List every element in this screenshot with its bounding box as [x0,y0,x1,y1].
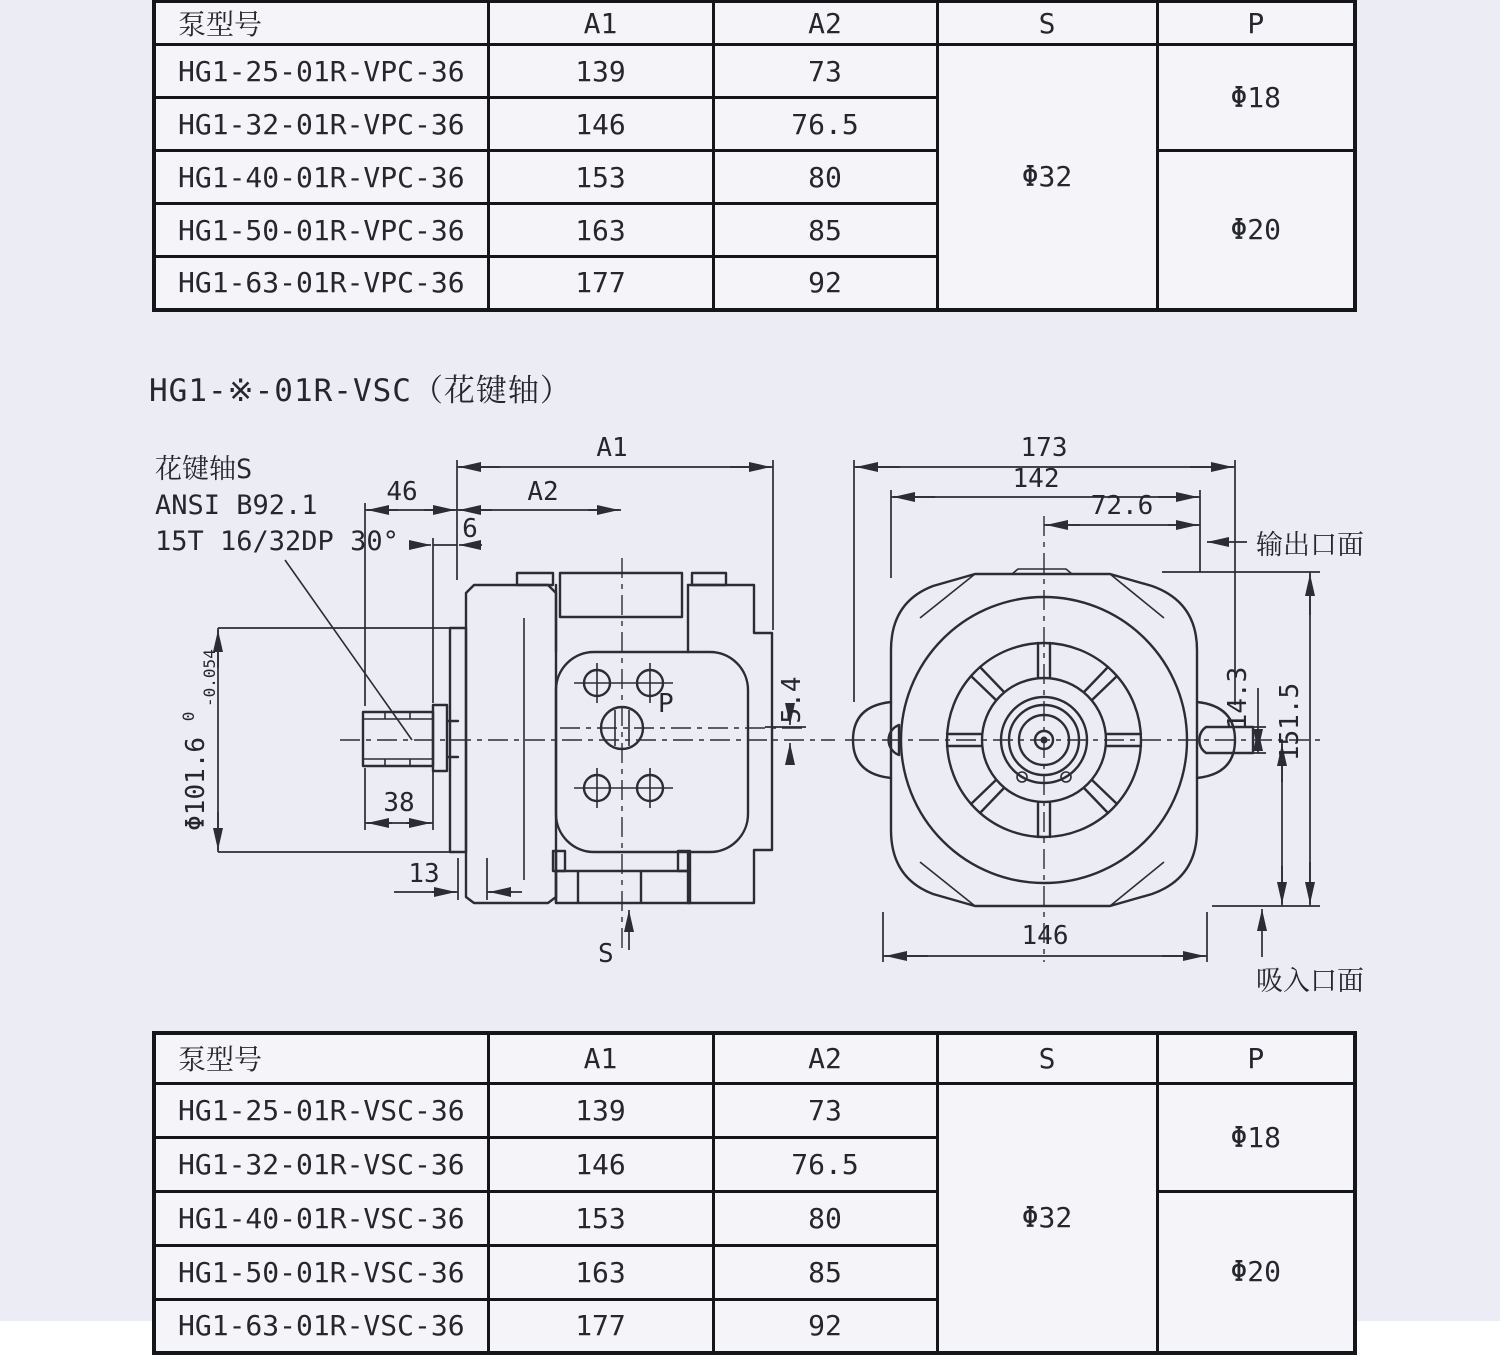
cell-a1: 163 [488,1245,713,1299]
cell-model: HG1-63-01R-VSC-36 [154,1299,488,1353]
dim-5-4-label: 5.4 [777,676,807,724]
port-s-label: S [598,939,614,969]
dim-6-label: 6 [462,514,478,544]
dim-14-3-label: 14.3 [1223,666,1253,730]
cell-p-merged-top: Φ18 [1157,45,1355,151]
cell-a1: 163 [488,204,713,257]
dim-phi101-tol-lower: -0.054 [200,649,219,707]
dim-phi101-tol-upper: 0 [179,711,198,722]
spline-note-line3: 15T 16/32DP 30° [155,526,399,557]
dim-142-label: 142 [1012,464,1060,494]
side-view-labels [155,433,807,969]
cell-a1: 177 [488,257,713,310]
cell-p-merged-bottom: Φ20 [1157,151,1355,310]
col-header-p: P [1157,1,1355,45]
table-header-row [154,1,1355,45]
cell-a2: 80 [713,1191,937,1245]
cell-a2: 92 [713,257,937,310]
dim-phi101-value: Φ101.6 [181,736,211,831]
cell-model: HG1-25-01R-VPC-36 [154,45,488,98]
dim-phi101-label [171,649,219,831]
cell-a1: 177 [488,1299,713,1353]
cell-a1: 146 [488,98,713,151]
cell-a2: 76.5 [713,98,937,151]
cell-a2: 85 [713,204,937,257]
spline-note-line1: 花键轴S [155,454,253,485]
section-title: HG1-※-01R-VSC（花键轴） [149,373,572,409]
col-header-s: S [937,1033,1157,1083]
table-row [154,45,1355,98]
table-row [154,1083,1355,1137]
front-view-body [853,569,1253,906]
dim-151-5-label: 151.5 [1275,682,1305,762]
cell-p-merged-bottom: Φ20 [1157,1191,1355,1353]
vpc-spec-table [152,0,1357,312]
cell-model: HG1-40-01R-VPC-36 [154,151,488,204]
vsc-spec-table [152,1031,1357,1355]
col-header-a1: A1 [488,1,713,45]
cell-model: HG1-50-01R-VSC-36 [154,1245,488,1299]
cell-model: HG1-50-01R-VPC-36 [154,204,488,257]
cell-model: HG1-40-01R-VSC-36 [154,1191,488,1245]
cell-a2: 85 [713,1245,937,1299]
front-view-labels [1013,433,1364,997]
inlet-face-label: 吸入口面 [1256,966,1364,997]
cell-a2: 80 [713,151,937,204]
cell-a1: 139 [488,1083,713,1137]
outlet-face-label: 输出口面 [1256,530,1364,561]
cell-s-merged: Φ32 [937,45,1157,310]
cell-a1: 146 [488,1137,713,1191]
cell-a2: 92 [713,1299,937,1353]
cell-a1: 153 [488,1191,713,1245]
col-header-a1: A1 [488,1033,713,1083]
col-header-a2: A2 [713,1,937,45]
table-row [154,151,1355,204]
col-header-a2: A2 [713,1033,937,1083]
col-header-model: 泵型号 [154,1033,488,1083]
cell-model: HG1-25-01R-VSC-36 [154,1083,488,1137]
side-view-body [363,573,772,903]
cell-a2: 76.5 [713,1137,937,1191]
dim-146-label: 146 [1021,921,1069,951]
cell-a1: 139 [488,45,713,98]
cell-model: HG1-32-01R-VSC-36 [154,1137,488,1191]
spline-note-line2: ANSI B92.1 [155,490,318,521]
table-row [154,1191,1355,1245]
dim-46-label: 46 [386,477,418,507]
col-header-model: 泵型号 [154,1,488,45]
cell-a2: 73 [713,45,937,98]
col-header-p: P [1157,1033,1355,1083]
dim-13-label: 13 [408,859,440,889]
table-header-row [154,1033,1355,1083]
dim-72-6-label: 72.6 [1090,491,1154,521]
col-header-s: S [937,1,1157,45]
front-view-centerlines [845,516,1322,962]
technical-drawings [0,330,1500,1030]
cell-p-merged-top: Φ18 [1157,1083,1355,1191]
dim-a2-label: A2 [527,477,559,507]
cell-a1: 153 [488,151,713,204]
dim-38-label: 38 [383,788,415,818]
dim-173-label: 173 [1020,433,1068,463]
cell-s-merged: Φ32 [937,1083,1157,1353]
dim-a1-label: A1 [596,433,628,463]
cell-model: HG1-63-01R-VPC-36 [154,257,488,310]
cell-a2: 73 [713,1083,937,1137]
cell-model: HG1-32-01R-VPC-36 [154,98,488,151]
port-p-label: P [658,689,674,719]
